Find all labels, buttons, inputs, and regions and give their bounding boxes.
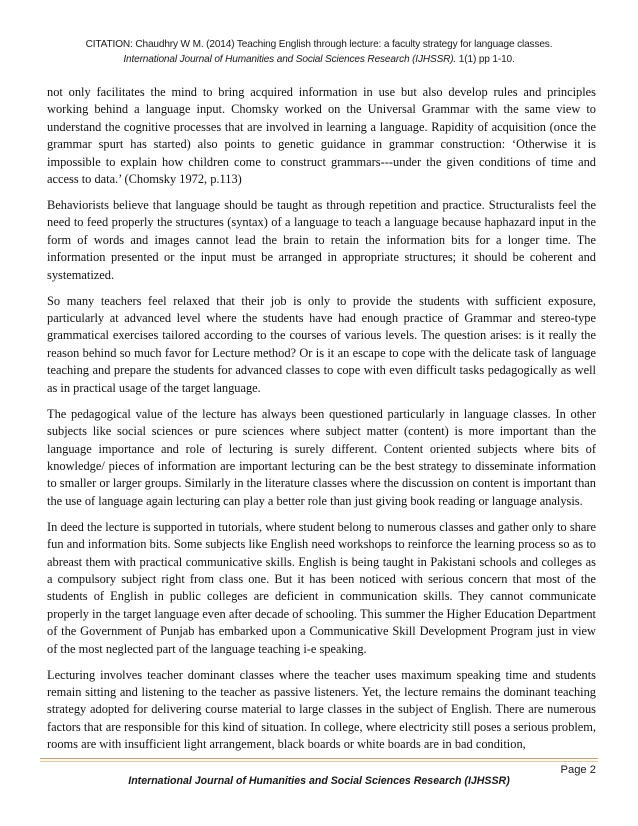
- footer-divider: [40, 758, 598, 762]
- issue-pages: 1(1) pp 1-10.: [456, 53, 515, 65]
- paragraph: In deed the lecture is supported in tutorials, where student belong to numerous classes and gather only to share fun and information bits. Some subjects like English need workshops to reinforce the learning process so as to abreast them with practical communicative skills. English is being taught in Pakistani schools and colleges as a compulsory subject right from class one. But it has been noticed with serious concern that most of the students of English in public colleges are deficient in communication skills. They cannot communicate properly in the target language even after decade of schooling. This summer the Higher Education Department of the Government of Punjab has embarked upon a Communicative Skill Development Program just in view of the most neglected part of the language teaching i-e speaking.: [47, 519, 596, 656]
- paragraph: not only facilitates the mind to bring acquired information in use but also develop rules and principles working behind a language input. Chomsky worked on the Universal Grammar with the same view to understand the cognitive processes that are involved in learning a language. Rapidity of acquisition (once the grammar spurt has started) also points to genetic guidance in grammar construction: ‘Otherwise it is impossible to explain how children come to construct grammars---under the given conditions of time and access to data.’ (Chomsky 1972, p.113): [47, 85, 596, 187]
- page-number: Page 2: [560, 764, 596, 776]
- citation-header: [40, 38, 598, 67]
- article-body: [47, 84, 596, 762]
- journal-footer: International Journal of Humanities and Social Sciences Research (IJHSSR): [128, 775, 510, 787]
- paragraph: So many teachers feel relaxed that their job is only to provide the students with sufficient exposure, particularly at advanced level where the students have had enough practice of Grammar and stereo-type grammatical exercises tailored according to the courses of various levels. The question arises: is it really the reason behind so much favor for Lecture method? Or is it an escape to cope with the delicate task of language teaching and prepare the students for advanced classes to cope with even difficult tasks pedagogically as well as in practical usage of the target language.: [47, 293, 596, 395]
- journal-line: [40, 53, 598, 68]
- journal-title: International Journal of Humanities and Social Sciences Research (IJHSSR).: [123, 53, 457, 65]
- paragraph: Behaviorists believe that language should be taught as through repetition and practice. Structuralists feel the need to feed properly the structures (syntax) of a language to teach a language because haphazard input in the form of words and images cannot lead the brain to retain the information bits for a longer time. The information presented or the input must be arranged in appropriate structures; it should be coherent and systematized.: [47, 198, 596, 282]
- citation-line: CITATION: Chaudhry W M. (2014) Teaching English through lecture: a faculty strategy for language classes.: [85, 39, 553, 50]
- paragraph: Lecturing involves teacher dominant classes where the teacher uses maximum speaking time and students remain sitting and listening to the teacher as passive listeners. Yet, the lecture remains the dominant teaching strategy adopted for delivering course material to large classes in the subject of English. There are numerous factors that are responsible for this kind of situation. In college, where electricity still poses a serious problem, rooms are with insufficient light arrangement, black boards or white boards are in bad condition,: [47, 667, 596, 752]
- paragraph: The pedagogical value of the lecture has always been questioned particularly in language classes. In other subjects like social sciences or pure sciences where subject matter (content) is more important than the language importance and role of lecturing is surely different. Content oriented subjects where bits of knowledge/ pieces of information are important lecturing can be the best strategy to disseminate information to smaller or larger groups. Similarly in the literature classes where the discussion on content is important than the use of language again lecturing can play a better role than just giving book reading or language analysis.: [47, 406, 596, 508]
